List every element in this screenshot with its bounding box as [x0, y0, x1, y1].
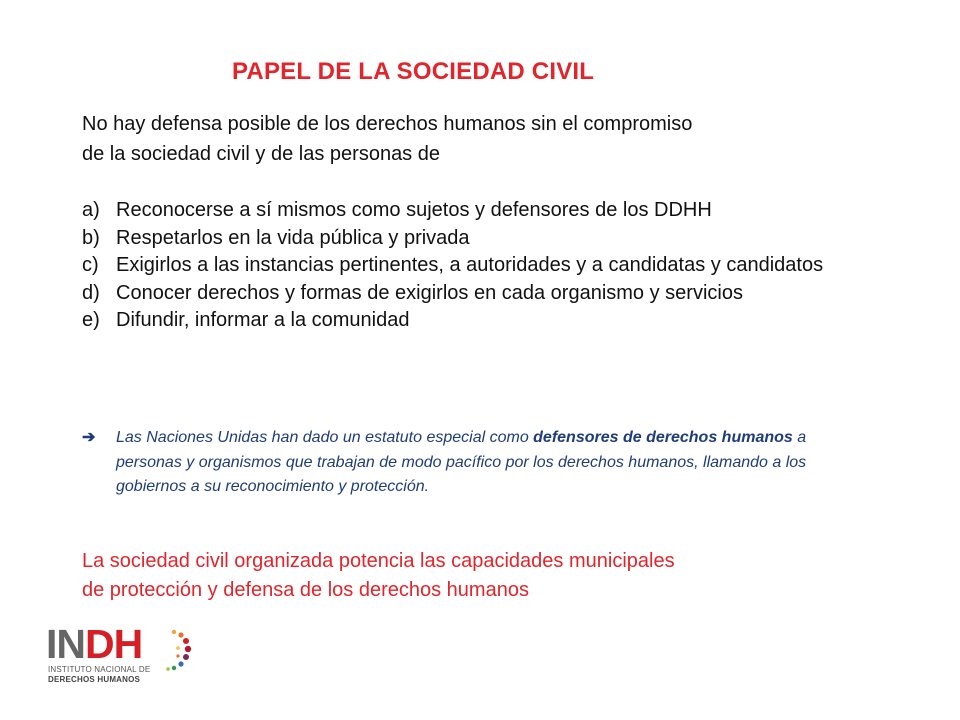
- list-marker: c): [82, 254, 99, 276]
- un-note-bold: defensores de derechos humanos: [533, 429, 793, 446]
- logo-sub-line-1: INSTITUTO NACIONAL DE: [48, 665, 151, 674]
- list-item: [82, 307, 842, 335]
- list-marker: b): [82, 226, 100, 249]
- intro-line-1: No hay defensa posible de los derechos humanos sin el compromiso: [82, 113, 693, 135]
- closing-paragraph: [82, 547, 842, 605]
- un-note-part-2: a personas y organismos que trabajan de modo pacífico por los derechos humanos, llamando a los gobiernos a su reconocimiento y protección.: [116, 429, 807, 496]
- list-marker: a): [82, 199, 100, 221]
- un-note: [82, 426, 842, 500]
- list-marker: d): [82, 281, 100, 304]
- intro-paragraph: [82, 109, 842, 169]
- list-item: [82, 280, 842, 308]
- list-item-text: Conocer derechos y formas de exigirlos en cada organismo y servicios: [116, 281, 743, 304]
- closing-line-2: de protección y defensa de los derechos humanos: [82, 579, 529, 601]
- logo-word-gray: IN: [46, 621, 85, 667]
- indh-logo: [46, 622, 196, 686]
- closing-line-1: La sociedad civil organizada potencia las capacidades municipales: [82, 550, 675, 572]
- logo-sub-line-2: DERECHOS HUMANOS: [48, 675, 141, 684]
- list-item: [82, 252, 842, 280]
- logo-subtitle: [48, 665, 150, 685]
- un-note-part-1: Las Naciones Unidas han dado un estatuto especial como: [116, 429, 534, 446]
- logo-dots-icon: [164, 628, 196, 676]
- list-marker: e): [82, 309, 100, 331]
- list-item-text: Difundir, informar a la comunidad: [116, 309, 410, 331]
- intro-line-2: de la sociedad civil y de las personas de: [82, 143, 440, 165]
- page-title: PAPEL DE LA SOCIEDAD CIVIL: [232, 58, 595, 85]
- un-note-text: [82, 426, 842, 500]
- list-item: [82, 197, 842, 225]
- list-item-text: Reconocerse a sí mismos como sujetos y defensores de los DDHH: [116, 199, 712, 221]
- list-item-text: Respetarlos en la vida pública y privada: [116, 226, 470, 249]
- list-item-text: Exigirlos a las instancias pertinentes, a autoridades y a candidatas y candidatos: [116, 254, 824, 276]
- logo-wordmark: [46, 622, 142, 666]
- arrow-right-icon: ➔: [82, 429, 96, 446]
- rights-list: [82, 197, 842, 335]
- logo-word-red: DH: [85, 621, 143, 667]
- list-item: [82, 225, 842, 253]
